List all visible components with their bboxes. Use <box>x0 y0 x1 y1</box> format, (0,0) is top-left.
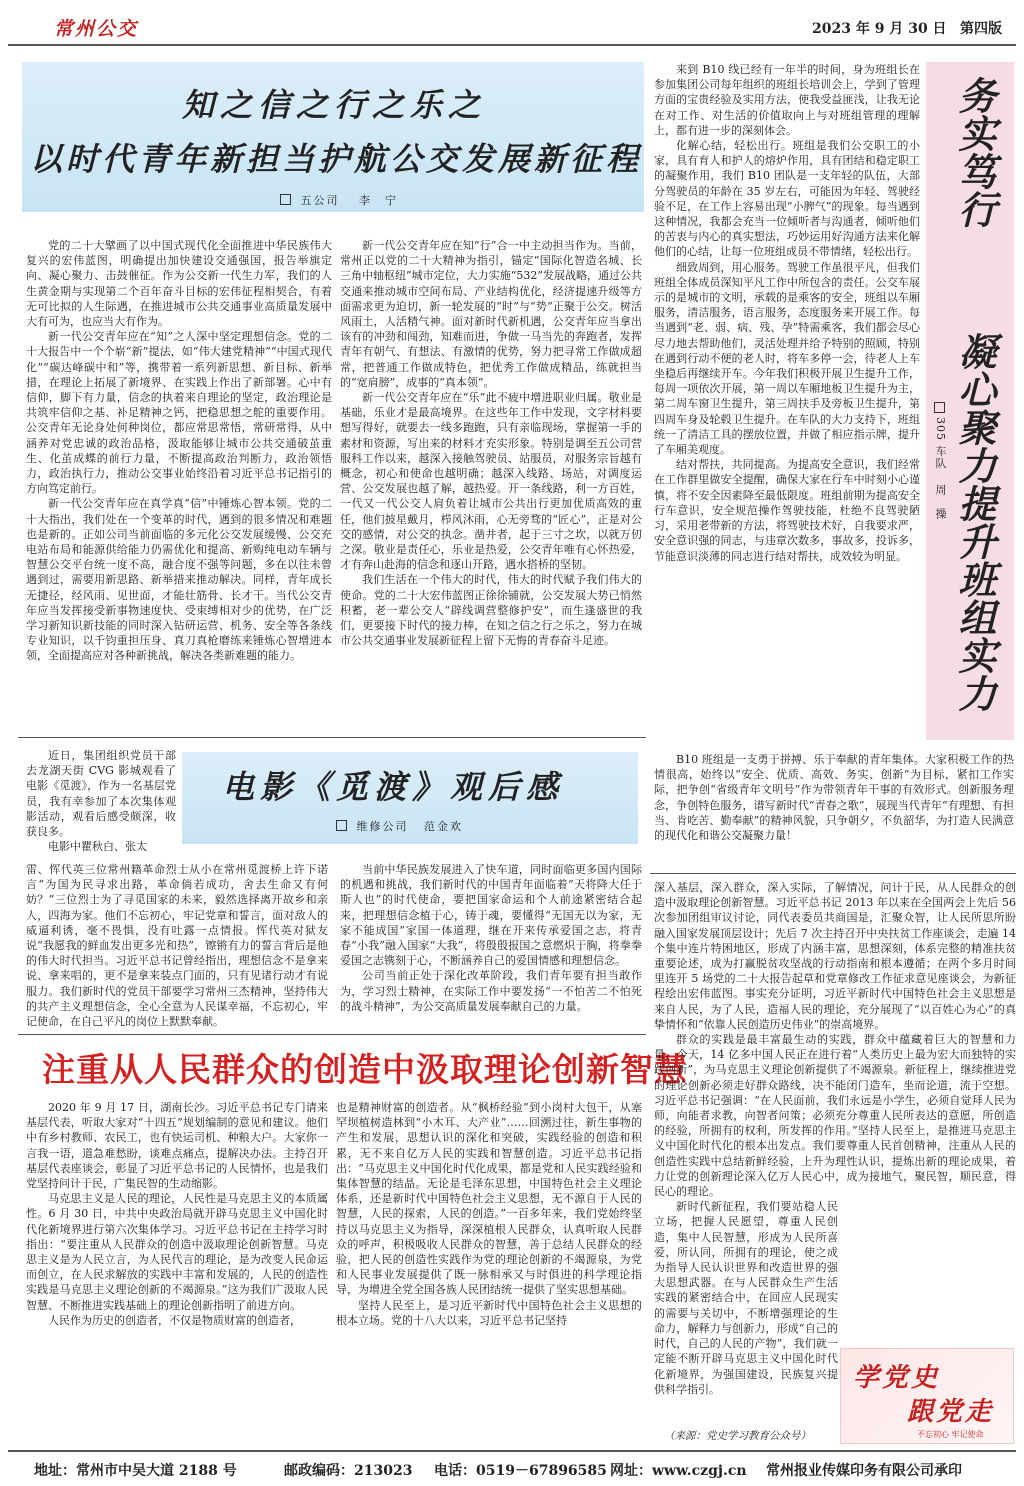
footer <box>0 1452 1024 1486</box>
article4-para: 新时代新征程，我们要站稳人民立场，把握人民愿望，尊重人民创造，集中人民智慧，形成为人民所喜爱，所认同，所拥有的理论，使之成为指导人民认识世界和改造世界的强大思想武器。在与人民群众生产生活实践的紧密结合中，在回应人民现实的需要与关切中，不断增强理论的生命力，解释力与创新力，形成“自己的时代，自己的人民的产物”，我们就一定能不断开辟马克思主义中国化时代化新境界，为强国建设，民族复兴提供科学指引。 <box>654 1200 838 1396</box>
article1-col2-para: 我们生活在一个伟大的时代，伟大的时代赋予我们伟大的使命。党的二十大宏伟蓝图正徐徐铺就，公交发展大势已悄然积蓄，老一辈公交人“辟线调营整修护安”，而生逢盛世的我们，更要接下时代的接力棒，在知之信之行之乐之，努力在城市公共交通事业发展新征程上留下无悔的青春奋斗足迹。 <box>340 573 642 648</box>
article1-col1-para: 新一代公交青年应在真学真“信”中锤炼心智本领。党的二十大指出，我们处在一个变革的时代，遇到的很多情况和难题也是新的。正如公司当前面临的多元化公交发展缓慢、公交充电站布局和能源供给能力仍需优化和提高、新购纯电动车辆与智慧公交平台统一度不高，融合度不强等问题，多在以往未曾遇到过，需要用新思路、新举措来推动解决。同样，青年成长无捷径，经风雨、见世面，才能壮筋骨、长才干。当代公交青年应当发挥接受新事物速度快、受束缚相对少的优势，在广泛学习新知识新技能的同时深入钻研运营、机务、安全等各条线专业知识，以千钧重担压身、真刀真枪磨练来锤炼心智增进本领，全面提高应对各种新挑战，解决各类新难题的能力。 <box>26 497 332 663</box>
article4-para: 人民作为历史的创造者，不仅是物质财富的创造者， <box>48 1313 301 1327</box>
article3-byline <box>336 818 463 834</box>
article4-col1 <box>26 1100 328 1448</box>
footer-address: 地址：常州市中吴大道 2188 号 <box>34 1463 237 1479</box>
masthead-logo: 常州公交 <box>54 18 139 40</box>
article4-para: 也是精神财富的创造者。从“枫桥经验”到小岗村大包干，从塞罕坝植树造林到“小木耳、大产业”……回溯过往，新生事物的产生和发展，思想认识的深化和突破，实践经验的创造和积累，无不来自亿万人民的实践和智慧创造。习近平总书记指出：“马克思主义中国化时代化成果，都是党和人民实践经验和集体智慧的结晶。无论是毛泽东思想，中国特色社会主义理论体系，还是新时代中国特色社会主义思想，无不源自于人民的智慧，人民的探索，人民的创造。”一百多年来，我们党始终坚持以马克思主义为指导，深深植根人民群众，认真听取人民群众的呼声，积极吸收人民群众的智慧，善于总结人民群众的经验，把人民的创造性实践作为党的理论创新的不竭源泉，为党和人民事业发展提供了既一脉相承又与时俱进的科学理论指导，为增进全党全国各族人民团结统一提供了坚实思想基础。 <box>336 1101 642 1297</box>
article3-col1-top <box>26 748 176 860</box>
article2-para: B10 班组是一支勇于拼搏、乐于奉献的青年集体。大家积极工作的热情很高，始终以“安全、优质、高效、务实、创新”为目标，紧扣工作实际，把争创“省级青年文明号”作为带领青年干事的有效形式。创新服务理念，争创特色服务，谱写新时代“青春之歌”，展现当代青年“有理想、有担当、肯吃苦、勤奉献”的精神风貌，只争朝夕，不负韶华，为打造人民满意的现代化和谐公交凝聚力量！ <box>654 753 1014 843</box>
article1-col2 <box>340 238 642 730</box>
article2-para: 化解心结，轻松出行。班组是我们公交职工的小家，具有育人和护人的熔炉作用，具有团结和稳定职工的凝聚作用，我们 B10 团队是一支年轻的队伍，大部分驾驶员的年龄在 35 岁左右，可能因为年轻、驾驶经验不足，在工作上容易出现“小脾气”的现象。每当遇到这种情况，我都会充当一位倾听者与沟通者，倾听他们的苦衷与内心的真实想法，巧妙运用好沟通方法来化解他们的心结，让每一位班组成员不带情绪，轻松出行。 <box>654 139 920 259</box>
byline-box-icon <box>280 194 291 205</box>
article1-col1-para: 党的二十大擘画了以中国式现代化全面推进中华民族伟大复兴的宏伟蓝图，明确提出加快建设交通强国，报告举旗定向、凝心聚力、击鼓催征。作为公交新一代生力军，我们的人生黄金期与实现第二个百年奋斗目标的宏伟征程相契合，有着无可比拟的人生际遇，在推进城市公共交通事业高质量发展中大有可为，也应当大有作为。 <box>26 239 332 329</box>
article4-para: 2020 年 9 月 17 日，湖南长沙。习近平总书记专门请来基层代表，听取大家对“十四五”规划编制的意见和建议。他们中有乡村教师、农民工，也有快运司机、种粮大户。大家你一言我一语，道急难愁盼，谈难点痛点，提解决办法。主持召开基层代表座谈会，彰显了习近平总书记的人民情怀，也是我们党坚持问计于民，广集民智的生动缩影。 <box>26 1101 328 1191</box>
article2-para: 细致周到，用心服务。驾驶工作虽很平凡，但我们班组全体成员深知平凡工作中所包含的责任。公交车展示的是城市的文明，承载的是乘客的安全，班组以车厢服务，清洁服务，语言服务，态度服务来开展工作。每当遇到“老、弱、病、残、孕”特需乘客，我们都会尽心尽力地去帮助他们，灵活处理并给予特别的照顾，特别在遇到行动不便的老人时，将车多停一会，待老人上车坐稳后再继续开车。今年我们积极开展卫生提升工作，每周一项依次开展，第一周以车厢地板卫生提升为主，第二周车窗卫生提升，第三周扶手及旁板卫生提升，第四周车身及轮毂卫生提升。在车队的大力支持下，班组统一了清洁工具的摆放位置，并做了相应指示牌，提升了车厢美观度。 <box>654 260 920 457</box>
article1-title-line1: 知之信之行之乐之 <box>182 86 487 124</box>
article3-col2 <box>340 862 642 1028</box>
divider <box>18 737 646 738</box>
article1-col1-para: 新一代公交青年应在“知”之人深中坚定理想信念。党的二十大报告中一个个崭“新”提法，如“伟大建党精神”“中国式现代化”“碳达峰碳中和”等，携带着一系列新思想、新目标、新举措，在理论上拓展了新境界、在实践上作出了新部署。心中有信仰，脚下有力量，信念的执着来自理论的坚定，政治理论是共筑牢信仰之基、补足精神之钙，把稳思想之舵的重要作用。公交青年无论身处何种岗位，都应常思常悟，常研常得，从中涵养对党忠诚的政治品格，汲取能够让城市公共交通破茧重生、化茧成蝶的前行力量，不断提高政治判断力，政治领悟力，政治执行力，推动公交事业始终沿着习近平总书记指引的方向笃定前行。 <box>26 330 332 496</box>
article1-byline-unit: 五公司 <box>300 194 340 207</box>
article4-para: 深入基层，深入群众，深入实际，了解情况，问计于民，从人民群众的创造中汲取理论创新智慧。习近平总书记 2013 年以来在全国两会上先后 56 次参加团组审议讨论，同代表委员共商国是，汇聚众智，让人民所思所盼融入国家发展顶层设计；先后 7 次主持召开中央扶贫工作座谈会，走遍 14 个集中连片特困地区，形成了内涵丰富，思想深刻，体系完整的精准扶贫重要论述，成为打赢脱贫攻坚战的行动指南和根本遵循；在两个多月时间里连开 5 场党的二十大报告起草和党章修改工作征求意见座谈会，为新征程绘出宏伟蓝图。事实充分证明，习近平新时代中国特色社会主义思想是来自人民，为了人民，造福人民的理论，充分展现了“以百姓心为心”的真挚情怀和“依靠人民创造历史伟业”的崇高境界。 <box>654 881 1016 1031</box>
article2-title-panel <box>926 62 1014 740</box>
badge-line2: 跟党走 <box>907 1397 995 1427</box>
article1-col2-para: 新一代公交青年应在知“行”合一中主动担当作为。当前，常州正以党的二十大精神为指引，锚定“国际化智造名城、长三角中轴枢纽”城市定位，大力实施“532”发展战略，通过公共交通来推动城市空间布局、产业结构优化，经济提速升级等方面需求更为迫切，新一轮发展的“时”与“势”正聚于公交。树活风雨土，人活精气神。面对新时代新机遇，公交青年应当拿出该有的冲劲和闯劲，知难而进，争做一马当先的奔跑者，发挥青年有朝气、有想法、有激情的优势，努力把寻常工作做成超常，把普通工作做成特色，把优秀工作做成精品，练就担当的“宽肩膀”，成事的“真本领”。 <box>340 239 642 389</box>
masthead-rule <box>8 44 1016 46</box>
article2-para: 结对帮扶，共同提高。为提高安全意识，我们经常在工作群里做安全提醒，确保大家在行车中时刻小心谨慎，将不安全因素降至最低限度。班组前期为提高安全行车意识，安全规范操作驾驶技能，杜绝不良驾驶陋习，采用老带新的方法，将驾驶技术好，自我要求严，安全意识强的同志，与违章次数多，事故多，投诉多，节能意识淡薄的同志进行结对帮扶，成效较为明显。 <box>654 458 920 563</box>
article4-para: 马克思主义是人民的理论，人民性是马克思主义的本质属性。6 月 30 日，中共中央政治局就开辟马克思主义中国化时代化新境界进行第六次集体学习。习近平总书记在主持学习时指出：“要注重从人民群众的创造中汲取理论创新智慧。马克思主义是为人民立言，为人民代言的理论，是为改变人民命运而创立，在人民求解放的实践中丰富和发展的，人民的创造性实践是马克思主义理论创新的不竭源泉。”这为我们广汲取人民智慧、不断推进实践基础上的理论创新指明了前进方向。 <box>26 1192 328 1312</box>
article1-title-line2: 以时代青年新担当护航公交发展新征程 <box>30 140 643 178</box>
article1-byline <box>280 192 398 208</box>
footer-postcode: 邮政编码：213023 <box>284 1463 413 1479</box>
article3-para: 近日，集团组织党员干部去龙湖天街 CVG 影城观看了电影《觅渡》，作为一名基层党员，我有幸参加了本次集体观影活动，观看后感受颇深，收获良多。 <box>26 749 176 839</box>
article3-title: 电影《觅渡》观后感 <box>222 768 565 806</box>
article2-para: 来到 B10 线已经有一年半的时间，身为班组长在参加集团公司每年组织的班组长培训会上，学到了管理方面的宝贵经验及实用方法，使我受益匪浅，让我无论在对工作、对生活的价值取向上与对班组管理的理解上，都有进一步的深刻体会。 <box>654 63 920 137</box>
article4-para: 群众的实践是最丰富最生动的实践，群众中蕴藏着巨大的智慧和力量。今天，14 亿多中国人民正在进行着“人类历史上最为宏大而独特的实践创新”，为马克思主义理论创新提供了不竭源泉。新征程上，继续推进党的理论创新必须走好群众路线，决不能闭门造车，坐而论道，流于空想。习近平总书记强调：“在人民面前，我们永远是小学生，必须自觉拜人民为师，向能者求教，向智者问策；必须充分尊重人民所表达的意愿，所创造的经验，所拥有的权利，所发挥的作用。”坚持人民至上，是推进马克思主义中国化时代化的根本出发点。我们要尊重人民首创精神，注重从人民的创造性实践中总结新鲜经验，上升为理性认识，提炼出新的理论成果，着力让党的创新理论深入亿万人民心中，成为接地气，聚民智，顺民意，得民心的理论。 <box>654 1033 1016 1199</box>
article3-para: 当前中华民族发展进入了快车道，同时面临更多国内国际的机遇和挑战，我们新时代的中国青年面临着“天将降大任于斯人也”的时代使命，要把国家命运和个人前途紧密结合起来，把理想信念植于心，铸于魂，要懂得“无国无以为家，无家不能成国”家国一体道理，继在开来传承爱国之志，将青春“小我”融入国家“大我”，将殷殷报国之意燃炽于胸，将拳拳爱国之志镌刻于心，不断涵养自己的爱国情感和理想信念。 <box>340 863 642 968</box>
article4-title: 注重从人民群众的创造中汲取理论创新智慧 <box>42 1050 688 1089</box>
issue-date: 2023 年 9 月 30 日 <box>812 21 947 37</box>
byline-box-icon <box>934 402 945 413</box>
article3-para: 电影中瞿秋白、张太 <box>48 840 147 854</box>
badge-line1: 学党史 <box>853 1363 941 1393</box>
article2-title-2: 凝心聚力提升班组实力 <box>952 332 997 712</box>
article2-byline-unit: 305 车队 <box>934 417 947 470</box>
divider <box>650 873 1016 874</box>
article2-byline-author: 周 操 <box>934 483 947 520</box>
footer-website[interactable]: 网址：www.czgj.cn <box>610 1463 747 1479</box>
article3-byline-unit: 维修公司 <box>356 820 409 833</box>
article1-title-panel <box>22 62 644 212</box>
article3-para: 公司当前正处于深化改革阶段，我们青年要有担当敢作为，学习烈士精神，在实际工作中要发扬“一不怕苦二不怕死的战斗精神”，为公交高质量发展奉献自己的力量。 <box>340 969 642 1013</box>
article2-title-1: 务实笃行 <box>952 76 997 228</box>
byline-box-icon <box>336 820 347 831</box>
article4-para: 坚持人民至上，是习近平新时代中国特色社会主义思想的根本立场。党的十八大以来，习近平总书记坚持 <box>336 1298 642 1327</box>
article3-byline-author: 范金欢 <box>424 820 463 833</box>
article3-col1 <box>26 862 328 1028</box>
article1-col1 <box>26 238 332 730</box>
article2-last-para <box>654 752 1014 868</box>
masthead <box>0 0 1024 46</box>
article3-title-panel <box>182 752 638 844</box>
article4-source: （来源：党史学习教育公众号） <box>664 1430 811 1442</box>
article1-byline-author: 李 宁 <box>359 194 398 207</box>
page-number: 第四版 <box>960 21 1002 37</box>
party-history-badge <box>840 1348 1014 1444</box>
article2-body <box>654 62 920 870</box>
article4-col2 <box>336 1100 642 1448</box>
article3-para: 雷、恽代英三位常州籍革命烈士从小在常州觅渡桥上许下诺言“为国为民寻求出路，革命倘若成功，舍去生命又有何妨？”三位烈士为了寻觅国家的未来，毅然选择离开故乡和亲人，四海为家。他们不忘初心，牢记党章和誓言，面对敌人的威逼利诱，毫不畏惧，没有吐露一点情报。恽代英对狱友说“我愿我的鲜血发出更多光和热”，镲锵有力的誓言背后是他的伟大时代担当。习近平总书记曾经指出，理想信念不是拿来说、拿来唱的，更不是拿来装点门面的，只有见诸行动才有说服力。我们新时代的党员干部要学习常州三杰精神，坚持伟大的共产主义理想信念，全心全意为人民谋幸福，不忘初心，牢记使命，在自己平凡的岗位上默默奉献。 <box>26 863 328 1028</box>
article1-col2-para: 新一代公交青年应在“乐”此不疲中增进职业归属。敬业是基础，乐业才是最高境界。在这些年工作中发现，文字材料要想写得好，就要去一线多跑跑，只有亲临现场，掌握第一手的素材和资源，写出来的材料才充实形象。特别是调至五公司营服科工作以来，越深入接触驾驶员、站服员，对服务宗旨越有概念，初心和使命也越明确；越深入线路、场站，对调度运营、公交发展也越了解，越热爱。开一条线路，利一方百姓，一代又一代公交人肩负着让城市公共出行更加优质高效的重任，他们披星戴月，栉风沐雨，心无旁骛的“匠心”，正是对公交的感情，对公交的执念。凿井者，起于三寸之坎，以就万仞之深。敬业是责任心，乐业是热爱，公交青年唯有心怀热爱，才有奔山赴海的信念和逐山开路，遇水搭桥的坚韧。 <box>340 391 642 572</box>
footer-printer: 常州报业传媒印务有限公司承印 <box>766 1463 962 1479</box>
badge-small: 不忘初心 牢记使命 <box>917 1430 984 1439</box>
article2-byline <box>930 402 948 520</box>
divider <box>18 1034 646 1035</box>
footer-phone: 电话：0519－67896585 <box>434 1463 607 1479</box>
